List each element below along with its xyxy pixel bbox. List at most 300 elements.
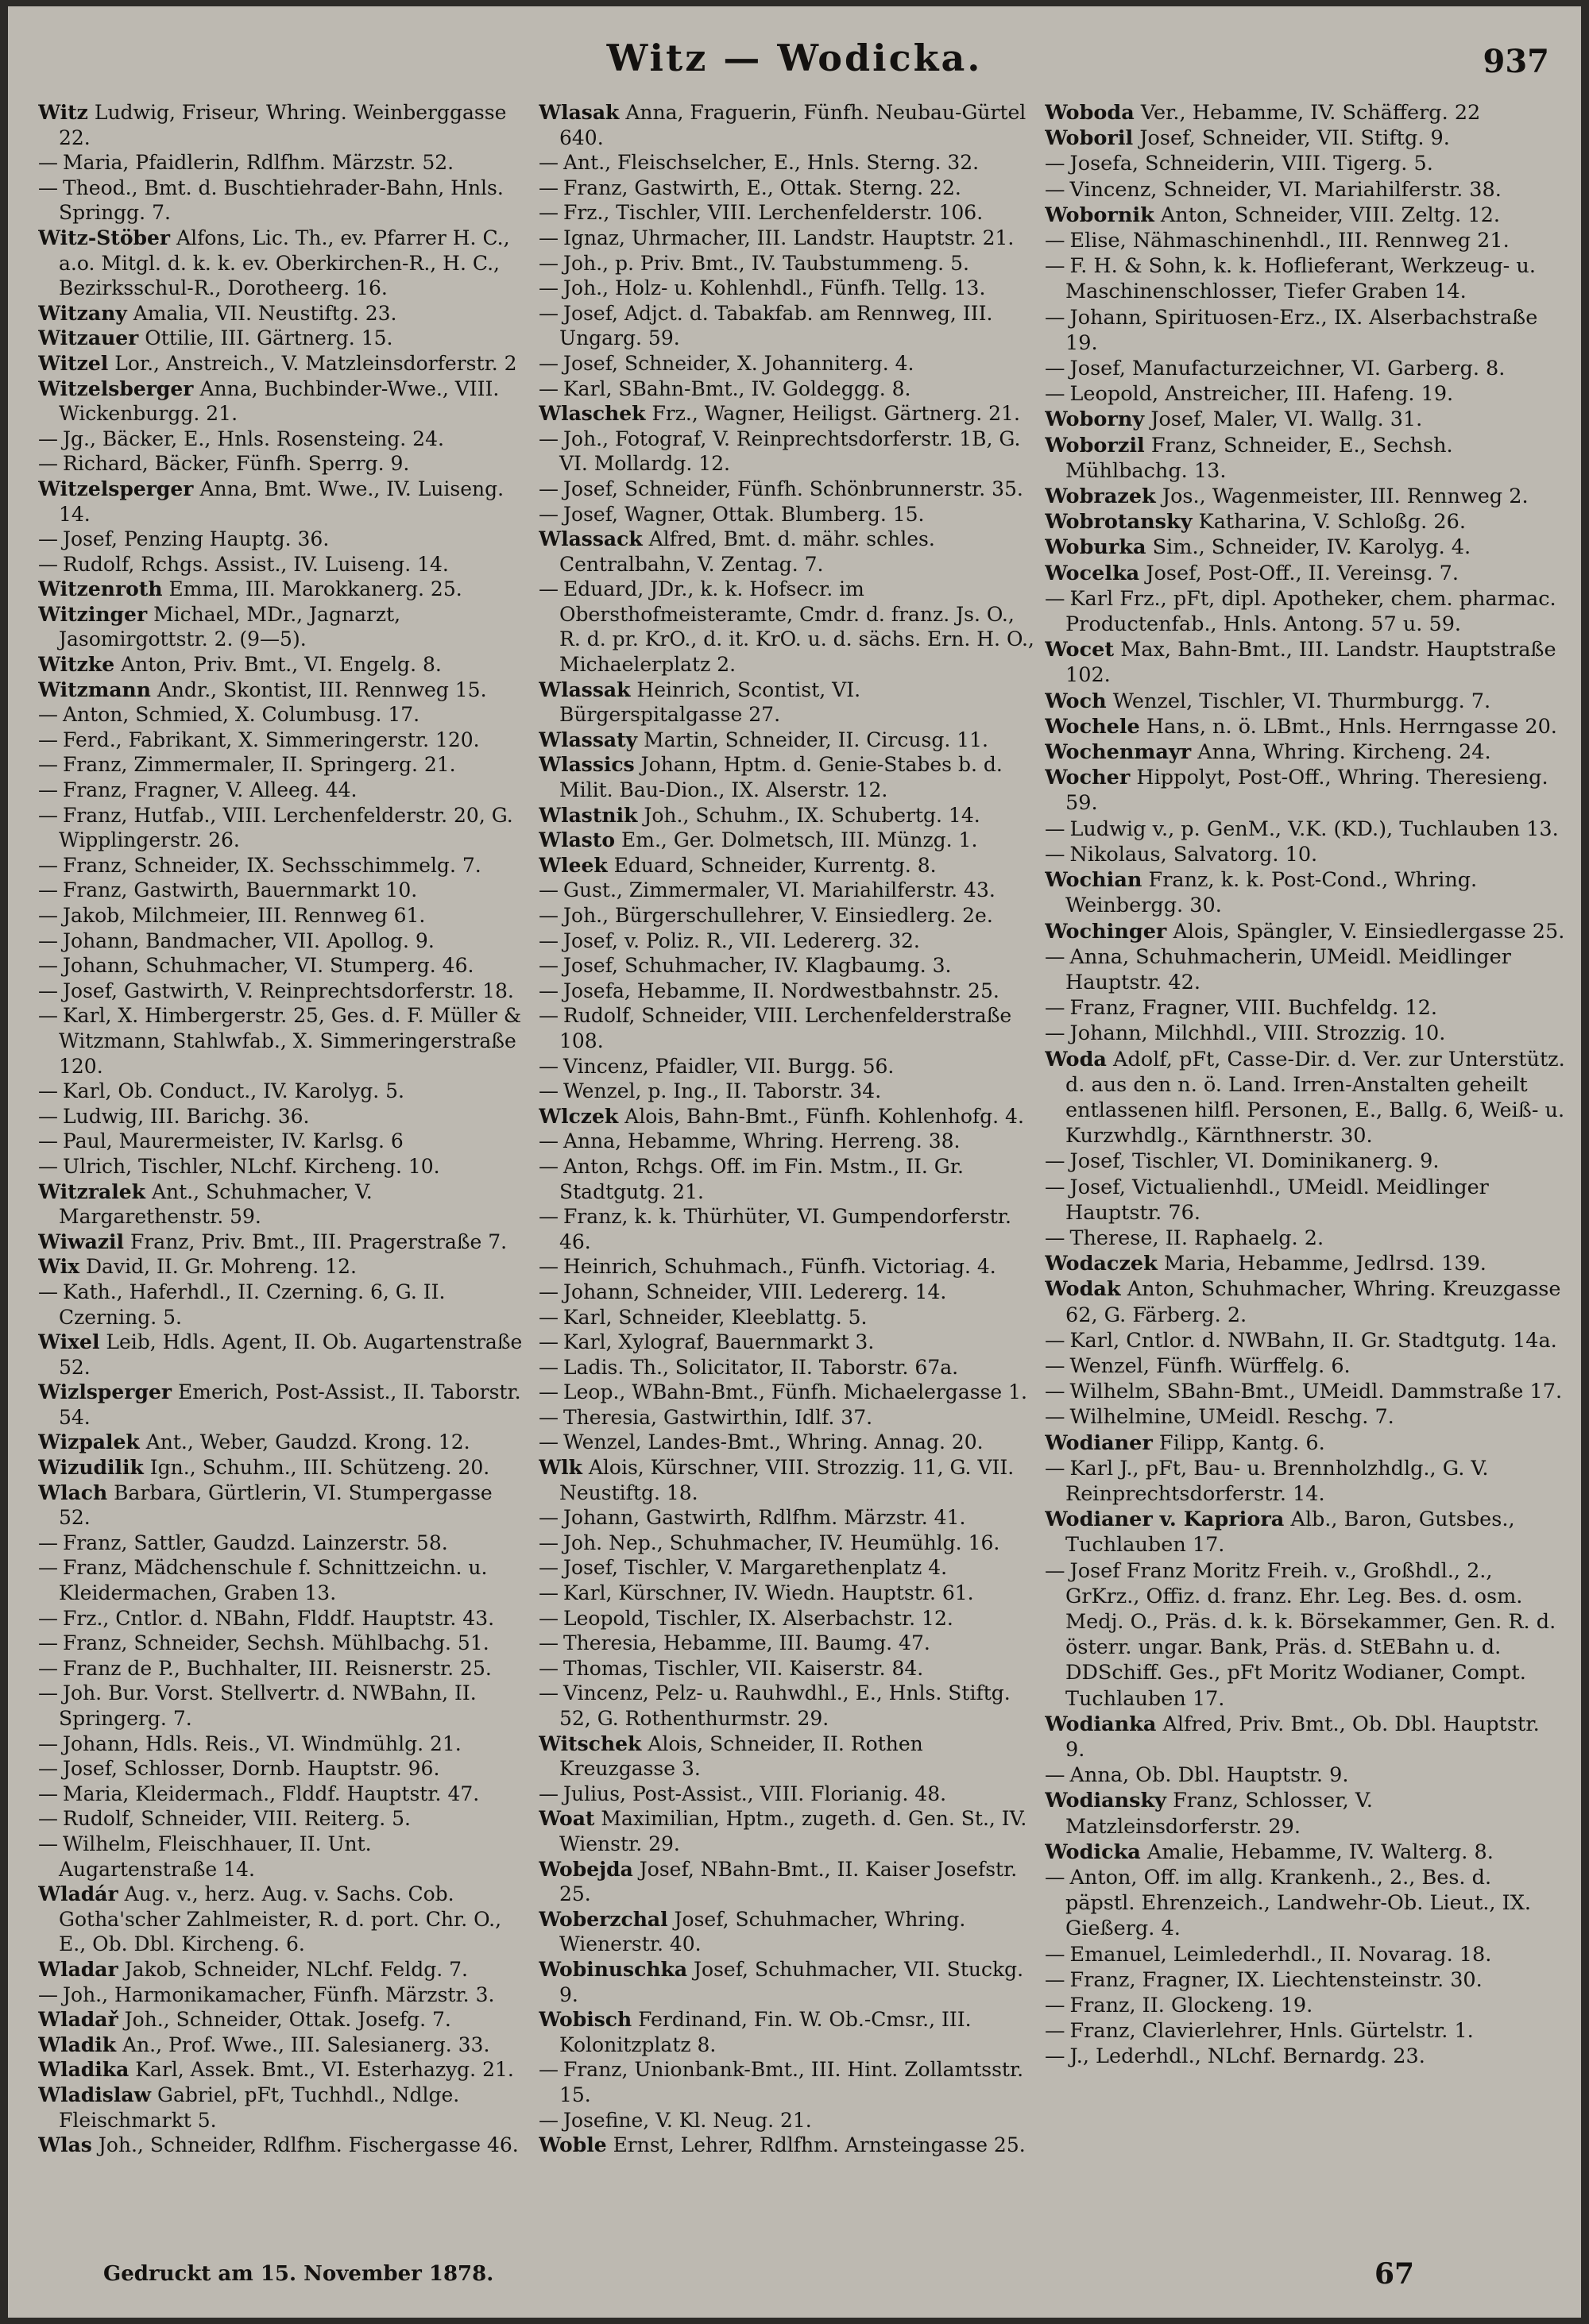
directory-entry xyxy=(38,1731,527,1757)
directory-entry xyxy=(539,928,1035,954)
entry-details: Eduard, Schneider, Kurrentg. 8. xyxy=(613,853,937,877)
entry-details: Joh., p. Priv. Bmt., IV. Taubstummeng. 5. xyxy=(563,251,969,275)
directory-entry xyxy=(539,577,1035,677)
directory-entry xyxy=(539,1054,1035,1079)
entry-details: Jg., Bäcker, E., Hnls. Rosensteing. 24. xyxy=(63,427,444,450)
directory-entry xyxy=(539,979,1035,1004)
entry-details: Vincenz, Pfaidler, VII. Burgg. 56. xyxy=(563,1054,895,1078)
directory-entry xyxy=(1045,151,1565,176)
repeat-dash: — xyxy=(539,928,559,952)
directory-entry xyxy=(539,200,1035,226)
entry-surname: Witzelsberger xyxy=(38,376,194,400)
repeat-dash: — xyxy=(1045,2044,1065,2069)
directory-entry xyxy=(539,1305,1035,1330)
repeat-dash: — xyxy=(1045,229,1065,253)
repeat-dash: — xyxy=(38,1731,58,1755)
repeat-dash: — xyxy=(1045,254,1065,279)
directory-entry xyxy=(1045,305,1565,356)
entry-details: Adolf, pFt, Casse-Dir. d. Ver. zur Unterstütz. d. aus den n. ö. Land. Irren-Anstalten geheilt entlassenen hilfl. Personen, E., Ballg. 6, Weiß- u. Kurzwhdlg., Kärnthnerstr. 30. xyxy=(1065,1047,1565,1148)
entry-details: Andr., Skontist, III. Rennweg 15. xyxy=(157,678,487,701)
entry-surname: Wobejda xyxy=(539,1857,633,1881)
entry-details: Johann, Spirituosen-Erz., IX. Alserbachstraße 19. xyxy=(1065,305,1538,355)
entry-details: Ernst, Lehrer, Rdlfhm. Arnsteingasse 25. xyxy=(613,2133,1026,2157)
repeat-dash: — xyxy=(38,753,58,777)
repeat-dash: — xyxy=(38,1154,58,1178)
directory-entry xyxy=(38,226,527,301)
directory-entry xyxy=(1045,381,1565,407)
directory-entry xyxy=(539,1355,1035,1380)
directory-entry xyxy=(1045,1021,1565,1046)
directory-entry xyxy=(539,678,1035,728)
directory-entry xyxy=(539,1129,1035,1154)
repeat-dash: — xyxy=(38,979,58,1002)
entry-details: Em., Ger. Dolmetsch, III. Münzg. 1. xyxy=(621,828,978,852)
entry-details: Josef, v. Poliz. R., VII. Ledererg. 32. xyxy=(563,928,920,952)
directory-entry xyxy=(38,451,527,477)
entry-details: Jos., Wagenmeister, III. Rennweg 2. xyxy=(1162,484,1529,509)
repeat-dash: — xyxy=(1045,1380,1065,1404)
entry-details: Karl Frz., pFt, dipl. Apotheker, chem. pharmac. Productenfab., Hnls. Antong. 57 u. 59. xyxy=(1065,586,1556,637)
directory-entry xyxy=(38,1656,527,1681)
directory-entry xyxy=(539,878,1035,903)
repeat-dash: — xyxy=(38,778,58,802)
entry-details: Franz, Gastwirth, E., Ottak. Sterng. 22. xyxy=(563,176,961,199)
directory-entry xyxy=(38,326,527,351)
entry-details: Barbara, Gürtlerin, VI. Stumpergasse 52. xyxy=(59,1480,493,1530)
repeat-dash: — xyxy=(539,878,559,902)
repeat-dash: — xyxy=(539,1556,559,1580)
entry-surname: Woberzchal xyxy=(539,1907,668,1931)
directory-entry xyxy=(38,552,527,577)
repeat-dash: — xyxy=(1045,357,1065,381)
entry-details: Leopold, Tischler, IX. Alserbachstr. 12. xyxy=(563,1606,953,1630)
entry-details: Gust., Zimmermaler, VI. Mariahilferstr. 43. xyxy=(563,878,996,902)
entry-details: Alois, Spängler, V. Einsiedlergasse 25. xyxy=(1173,919,1565,944)
entry-details: Franz, Fragner, V. Alleeg. 44. xyxy=(63,778,358,802)
entry-details: Karl, Assek. Bmt., VI. Esterhazyg. 21. xyxy=(135,2058,514,2082)
directory-entry xyxy=(38,2133,527,2158)
directory-entry xyxy=(539,401,1035,427)
entry-details: Maria, Hebamme, Jedlrsd. 139. xyxy=(1163,1252,1487,1276)
entry-details: Anna, Hebamme, Whring. Herreng. 38. xyxy=(563,1129,961,1153)
entry-details: Joh., Bürgerschullehrer, V. Einsiedlerg. 2e. xyxy=(563,904,993,927)
entry-details: Franz, Gastwirth, Bauernmarkt 10. xyxy=(63,878,418,902)
directory-entry xyxy=(1045,484,1565,509)
directory-entry xyxy=(1045,1148,1565,1174)
entry-details: Josefa, Hebamme, II. Nordwestbahnstr. 25. xyxy=(563,979,999,1002)
directory-entry xyxy=(1045,586,1565,637)
directory-entry xyxy=(1045,1967,1565,1993)
directory-entry xyxy=(1045,842,1565,867)
directory-entry xyxy=(539,1380,1035,1405)
entry-details: Franz, Schneider, E., Sechsh. Mühlbachg. 13. xyxy=(1065,433,1453,483)
repeat-dash: — xyxy=(539,1631,559,1655)
entry-details: Leib, Hdls. Agent, II. Ob. Augartenstraße 52. xyxy=(59,1330,523,1379)
entry-details: Therese, II. Raphaelg. 2. xyxy=(1069,1226,1324,1250)
repeat-dash: — xyxy=(38,1681,58,1705)
repeat-dash: — xyxy=(539,1129,559,1153)
entry-details: Johann, Hptm. d. Genie-Stabes b. d. Milit. Bau-Dion., IX. Alserstr. 12. xyxy=(559,753,1003,802)
repeat-dash: — xyxy=(539,477,559,500)
repeat-dash: — xyxy=(38,1832,58,1855)
repeat-dash: — xyxy=(1045,1353,1065,1378)
repeat-dash: — xyxy=(38,452,58,476)
entry-details: Josef, Adjct. d. Tabakfab. am Rennweg, III. Ungarg. 59. xyxy=(559,301,993,350)
directory-entry xyxy=(539,2057,1035,2107)
repeat-dash: — xyxy=(539,427,559,450)
entry-details: Johann, Schneider, VIII. Ledererg. 14. xyxy=(563,1280,947,1303)
entry-details: Joh., Schneider, Rdlfhm. Fischergasse 46. xyxy=(98,2133,519,2157)
entry-surname: Wixel xyxy=(38,1330,100,1354)
entry-details: Paul, Maurermeister, IV. Karlsg. 6 xyxy=(63,1129,404,1153)
directory-entry xyxy=(539,1280,1035,1305)
directory-entry xyxy=(1045,100,1565,125)
directory-entry xyxy=(539,1681,1035,1731)
directory-entry xyxy=(1045,1993,1565,2018)
entry-details: Josef, Schuhmacher, IV. Klagbaumg. 3. xyxy=(563,954,952,978)
entry-details: Josef Franz Moritz Freih. v., Großhdl., 2., GrKrz., Offiz. d. franz. Ehr. Leg. Bes. d. osm. Medj. O., Präs. d. k. k. Börsekammer, Gen. R. d. österr. ungar. Bank, Präs. d. StEBahn u. d. DDSchiff. Ges., pFt Moritz Wodianer, Compt. Tuchlauben 17. xyxy=(1065,1558,1556,1711)
directory-entry xyxy=(1045,433,1565,484)
entry-details: Franz de P., Buchhalter, III. Reisnerstr. 25. xyxy=(63,1656,492,1680)
entry-details: Vincenz, Schneider, VI. Mariahilferstr. 38. xyxy=(1069,177,1502,202)
directory-entry xyxy=(1045,1507,1565,1558)
entry-details: Franz, k. k. Post-Cond., Whring. Weinbergg. 30. xyxy=(1065,868,1478,918)
entry-details: Joh. Nep., Schuhmacher, IV. Heumühlg. 16. xyxy=(563,1531,1000,1554)
entry-details: Karl, Kürschner, IV. Wiedn. Hauptstr. 61. xyxy=(563,1581,974,1605)
entry-surname: Wobinuschka xyxy=(539,1957,688,1981)
entry-surname: Witzmann xyxy=(38,678,151,701)
directory-entry xyxy=(539,903,1035,928)
entry-surname: Wladar xyxy=(38,1957,118,1981)
directory-entry xyxy=(38,477,527,527)
repeat-dash: — xyxy=(38,176,58,199)
entry-surname: Wodaczek xyxy=(1045,1252,1158,1276)
column-3 xyxy=(1045,100,1565,2221)
entry-details: Jakob, Schneider, NLchf. Feldg. 7. xyxy=(124,1957,468,1981)
entry-details: Kath., Haferhdl., II. Czerning. 6, G. II. Czerning. 5. xyxy=(59,1280,446,1329)
entry-surname: Wodiansky xyxy=(1045,1789,1166,1813)
entry-details: Rudolf, Schneider, VIII. Reiterg. 5. xyxy=(63,1807,411,1831)
repeat-dash: — xyxy=(1045,1942,1065,1967)
entry-surname: Wlasto xyxy=(539,828,616,852)
directory-entry xyxy=(38,100,527,150)
directory-entry xyxy=(38,1982,527,2008)
print-date: Gedruckt am 15. November 1878. xyxy=(103,2262,494,2286)
repeat-dash: — xyxy=(539,251,559,275)
repeat-dash: — xyxy=(539,1205,559,1229)
page-footer xyxy=(8,2254,1581,2302)
entry-details: Wenzel, p. Ing., II. Taborstr. 34. xyxy=(563,1079,882,1103)
entry-surname: Wlastnik xyxy=(539,803,638,827)
entry-details: Franz, Mädchenschule f. Schnittzeichn. u. Kleidermachen, Graben 13. xyxy=(59,1556,488,1605)
repeat-dash: — xyxy=(539,1782,559,1805)
directory-entry xyxy=(539,1555,1035,1581)
directory-entry xyxy=(38,2083,527,2133)
repeat-dash: — xyxy=(539,301,559,325)
entry-details: Maria, Kleidermach., Flddf. Hauptstr. 47. xyxy=(63,1782,480,1805)
directory-entry xyxy=(539,752,1035,802)
entry-surname: Woat xyxy=(539,1807,595,1831)
repeat-dash: — xyxy=(539,1330,559,1354)
entry-details: Gabriel, pFt, Tuchhdl., Ndlge. Fleischmarkt 5. xyxy=(59,2083,460,2132)
repeat-dash: — xyxy=(539,1606,559,1630)
repeat-dash: — xyxy=(539,979,559,1002)
column-1 xyxy=(38,100,527,2221)
directory-entry xyxy=(1045,228,1565,253)
entry-surname: Wocher xyxy=(1045,766,1131,790)
entry-details: Alfons, Lic. Th., ev. Pfarrer H. C., a.o. Mitgl. d. k. k. ev. Oberkirchen-R., H. C., Bezirksschul-R., Dorotheerg. 16. xyxy=(59,226,510,300)
entry-details: Martin, Schneider, II. Circusg. 11. xyxy=(644,728,988,751)
directory-entry xyxy=(539,1731,1035,1782)
directory-entry xyxy=(539,150,1035,176)
directory-entry xyxy=(38,1882,527,1957)
entry-details: David, II. Gr. Mohreng. 12. xyxy=(86,1255,357,1279)
entry-details: Emanuel, Leimlederhdl., II. Novarag. 18. xyxy=(1069,1942,1492,1967)
directory-entry xyxy=(1045,177,1565,203)
entry-details: Josef, Gastwirth, V. Reinprechtsdorferstr. 18. xyxy=(63,979,514,1002)
repeat-dash: — xyxy=(38,552,58,576)
repeat-dash: — xyxy=(1045,305,1065,330)
repeat-dash: — xyxy=(539,904,559,927)
entry-surname: Woda xyxy=(1045,1047,1107,1071)
entry-details: Josefine, V. Kl. Neug. 21. xyxy=(563,2108,812,2132)
directory-entry xyxy=(539,1581,1035,1606)
directory-entry xyxy=(38,1330,527,1380)
repeat-dash: — xyxy=(38,1782,58,1805)
directory-entry xyxy=(38,1832,527,1882)
entry-details: Julius, Post-Assist., VIII. Florianig. 48. xyxy=(563,1782,947,1805)
entry-surname: Woch xyxy=(1045,689,1107,713)
entry-surname: Wlassaty xyxy=(539,728,638,751)
entry-details: Karl, X. Himbergerstr. 25, Ges. d. F. Müller & Witzmann, Stahlwfab., X. Simmeringerstraße 120. xyxy=(59,1004,522,1078)
repeat-dash: — xyxy=(38,1631,58,1655)
entry-details: Karl, Schneider, Kleeblattg. 5. xyxy=(563,1305,868,1329)
directory-entry xyxy=(38,1756,527,1782)
directory-entry xyxy=(38,1254,527,1280)
directory-entry xyxy=(539,1857,1035,1907)
entry-details: Maximilian, Hptm., zugeth. d. Gen. St., IV. Wienstr. 29. xyxy=(559,1807,1027,1855)
directory-entry xyxy=(38,702,527,728)
entry-surname: Wleek xyxy=(539,853,608,877)
directory-entry xyxy=(1045,1430,1565,1456)
entry-details: Wenzel, Fünfh. Würffelg. 6. xyxy=(1069,1353,1351,1378)
repeat-dash: — xyxy=(1045,382,1065,407)
repeat-dash: — xyxy=(539,502,559,526)
page-header xyxy=(8,21,1581,92)
entry-details: Eduard, JDr., k. k. Hofsecr. im Obersthofmeisteramte, Cmdr. d. franz. Js. O., R. d. pr. KrO., d. it. KrO. u. d. sächs. Ern. H. O., Michaelerplatz 2. xyxy=(559,577,1034,677)
directory-entry xyxy=(38,1280,527,1330)
entry-surname: Wodianer xyxy=(1045,1430,1153,1455)
directory-entry xyxy=(1045,1942,1565,1967)
directory-entry xyxy=(539,1606,1035,1631)
entry-details: Filipp, Kantg. 6. xyxy=(1158,1430,1325,1455)
directory-entry xyxy=(539,1631,1035,1656)
repeat-dash: — xyxy=(38,1982,58,2006)
entry-details: Anna, Fraguerin, Fünfh. Neubau-Gürtel 640. xyxy=(559,101,1026,149)
directory-entry xyxy=(1045,1865,1565,1942)
entry-details: Joh., Harmonikamacher, Fünfh. Märzstr. 3. xyxy=(63,1982,495,2006)
entry-surname: Woble xyxy=(539,2133,607,2157)
directory-entry xyxy=(38,1430,527,1455)
directory-entry xyxy=(1045,637,1565,688)
entry-surname: Wlaschek xyxy=(539,402,646,426)
directory-entry xyxy=(38,903,527,928)
directory-entry xyxy=(1045,1558,1565,1712)
entry-surname: Wix xyxy=(38,1255,80,1279)
entry-details: Michael, MDr., Jagnarzt, Jasomirgottstr. 2. (9—5). xyxy=(59,602,401,651)
repeat-dash: — xyxy=(1045,1994,1065,2018)
repeat-dash: — xyxy=(539,176,559,199)
entry-details: Ant., Weber, Gaudzd. Krong. 12. xyxy=(145,1430,470,1454)
directory-entry xyxy=(38,1806,527,1832)
directory-entry xyxy=(38,2057,527,2083)
directory-entry xyxy=(38,1681,527,1731)
entry-surname: Witschek xyxy=(539,1731,642,1755)
entry-details: Ludwig, III. Barichg. 36. xyxy=(63,1104,310,1128)
entry-surname: Witzauer xyxy=(38,326,139,350)
entry-surname: Wochenmayr xyxy=(1045,740,1192,765)
repeat-dash: — xyxy=(38,1606,58,1630)
entry-details: Joh., Holz- u. Kohlenhdl., Fünfh. Tellg. 13. xyxy=(563,276,986,300)
directory-entry xyxy=(1045,1328,1565,1353)
entry-details: Thomas, Tischler, VII. Kaiserstr. 84. xyxy=(563,1656,924,1680)
directory-entry xyxy=(1045,2044,1565,2069)
entry-details: Josef, Wagner, Ottak. Blumberg. 15. xyxy=(563,502,925,526)
entry-surname: Wlassics xyxy=(539,753,635,777)
directory-entry xyxy=(38,728,527,753)
entry-details: Maria, Pfaidlerin, Rdlfhm. Märzstr. 52. xyxy=(63,151,454,175)
directory-entry xyxy=(38,176,527,226)
directory-entry xyxy=(1045,1840,1565,1865)
repeat-dash: — xyxy=(38,803,58,827)
entry-details: Wilhelmine, UMeidl. Reschg. 7. xyxy=(1069,1405,1394,1430)
entry-details: Hans, n. ö. LBmt., Hnls. Herrngasse 20. xyxy=(1146,714,1557,739)
entry-surname: Witzelsperger xyxy=(38,477,194,500)
directory-entry xyxy=(539,2133,1035,2158)
directory-entry xyxy=(38,1380,527,1430)
repeat-dash: — xyxy=(1045,816,1065,841)
directory-entry xyxy=(1045,765,1565,816)
directory-entry xyxy=(539,1907,1035,1957)
repeat-dash: — xyxy=(539,201,559,225)
directory-entry xyxy=(1045,509,1565,535)
entry-details: Josef, Manufacturzeichner, VI. Garberg. 8. xyxy=(1069,357,1506,381)
entry-details: Franz, Priv. Bmt., III. Pragerstraße 7. xyxy=(130,1230,508,1253)
entry-details: Joh., Schuhm., IX. Schubertg. 14. xyxy=(644,803,980,827)
directory-entry xyxy=(539,527,1035,577)
entry-details: Ant., Schuhmacher, V. Margarethenstr. 59. xyxy=(59,1179,373,1229)
directory-entry xyxy=(1045,1712,1565,1762)
entry-details: Franz, Zimmermaler, II. Springerg. 21. xyxy=(63,753,456,777)
entry-details: Max, Bahn-Bmt., III. Landstr. Hauptstraße 102. xyxy=(1065,638,1556,688)
entry-details: Anna, Ob. Dbl. Hauptstr. 9. xyxy=(1069,1763,1349,1788)
entry-surname: Wodak xyxy=(1045,1277,1121,1302)
entry-details: Josef, Tischler, V. Margarethenplatz 4. xyxy=(563,1556,948,1580)
repeat-dash: — xyxy=(1045,1967,1065,1992)
entry-details: Ignaz, Uhrmacher, III. Landstr. Hauptstr. 21. xyxy=(563,226,1015,249)
entry-details: Ign., Schuhm., III. Schützeng. 20. xyxy=(149,1456,490,1480)
entry-details: Karl J., pFt, Bau- u. Brennholzhdlg., G. V. Reinprechtsdorferstr. 14. xyxy=(1065,1456,1489,1506)
entry-surname: Wlczek xyxy=(539,1104,619,1128)
entry-surname: Wizudilik xyxy=(38,1456,144,1480)
directory-entry xyxy=(539,427,1035,477)
entry-details: Anna, Bmt. Wwe., IV. Luiseng. 14. xyxy=(59,477,505,526)
directory-entry xyxy=(1045,1353,1565,1379)
directory-entry xyxy=(1045,816,1565,842)
repeat-dash: — xyxy=(38,1531,58,1554)
entry-details: Franz, Hutfab., VIII. Lerchenfelderstr. 20, G. Wipplingerstr. 26. xyxy=(59,803,513,852)
entry-details: Franz, Schneider, IX. Sechsschimmelg. 7. xyxy=(63,853,481,877)
entry-surname: Wladár xyxy=(38,1882,118,1906)
entry-details: Alb., Baron, Gutsbes., Tuchlauben 17. xyxy=(1065,1508,1515,1558)
entry-surname: Wochele xyxy=(1045,714,1140,739)
entry-details: Karl, Ob. Conduct., IV. Karolyg. 5. xyxy=(63,1079,404,1103)
repeat-dash: — xyxy=(539,1581,559,1605)
directory-page xyxy=(8,6,1581,2318)
entry-surname: Witz-Stöber xyxy=(38,226,171,249)
repeat-dash: — xyxy=(38,853,58,877)
directory-entry xyxy=(38,1230,527,1255)
entry-details: J., Lederhdl., NLchf. Bernardg. 23. xyxy=(1069,2044,1425,2069)
repeat-dash: — xyxy=(539,2058,559,2082)
directory-entry xyxy=(38,602,527,652)
repeat-dash: — xyxy=(539,1079,559,1103)
entry-details: Josef, Schuhmacher, VII. Stuckg. 9. xyxy=(559,1957,1024,2006)
entry-surname: Wlk xyxy=(539,1456,582,1480)
directory-entry xyxy=(1045,944,1565,995)
directory-entry xyxy=(38,376,527,427)
entry-details: Franz, Sattler, Gaudzd. Lainzerstr. 58. xyxy=(63,1531,448,1554)
entry-details: Karl, Cntlor. d. NWBahn, II. Gr. Stadtgutg. 14a. xyxy=(1069,1328,1557,1353)
directory-entry xyxy=(539,2108,1035,2133)
repeat-dash: — xyxy=(38,904,58,927)
entry-details: Anna, Whring. Kircheng. 24. xyxy=(1197,740,1491,765)
directory-entry xyxy=(38,803,527,853)
repeat-dash: — xyxy=(539,1656,559,1680)
repeat-dash: — xyxy=(539,151,559,175)
repeat-dash: — xyxy=(38,928,58,952)
entry-details: Alois, Bahn-Bmt., Fünfh. Kohlenhofg. 4. xyxy=(624,1104,1024,1128)
entry-details: Anton, Rchgs. Off. im Fin. Mstm., II. Gr. Stadtgutg. 21. xyxy=(559,1154,964,1203)
repeat-dash: — xyxy=(539,577,559,601)
directory-entry xyxy=(539,226,1035,251)
directory-entry xyxy=(38,427,527,452)
repeat-dash: — xyxy=(38,1280,58,1303)
entry-surname: Wocelka xyxy=(1045,561,1140,585)
entry-details: Ver., Hebamme, IV. Schäfferg. 22 xyxy=(1140,101,1481,125)
directory-entry xyxy=(38,301,527,326)
entry-details: Karl, Xylograf, Bauernmarkt 3. xyxy=(563,1330,875,1354)
directory-entry xyxy=(539,1505,1035,1531)
repeat-dash: — xyxy=(539,1506,559,1530)
entry-details: Emma, III. Marokkanerg. 25. xyxy=(168,577,462,601)
directory-entry xyxy=(38,778,527,803)
directory-entry xyxy=(38,1531,527,1556)
directory-entry xyxy=(1045,407,1565,432)
repeat-dash: — xyxy=(38,1656,58,1680)
repeat-dash: — xyxy=(539,1054,559,1078)
entry-details: Joh., Fotograf, V. Reinprechtsdorferstr. 1B, G. VI. Mollardg. 12. xyxy=(559,427,1021,476)
entry-details: Alfred, Priv. Bmt., Ob. Dbl. Hauptstr. 9. xyxy=(1065,1712,1540,1762)
entry-surname: Witzinger xyxy=(38,602,148,626)
column-2 xyxy=(539,100,1035,2221)
entry-details: Josef, Tischler, VI. Dominikanerg. 9. xyxy=(1069,1149,1440,1174)
entry-details: Theresia, Hebamme, III. Baumg. 47. xyxy=(563,1631,930,1655)
entry-details: Franz, Fragner, IX. Liechtensteinstr. 30. xyxy=(1069,1967,1483,1992)
entry-details: Wilhelm, Fleischhauer, II. Unt. Augartenstraße 14. xyxy=(59,1832,372,1881)
directory-entry xyxy=(539,1806,1035,1856)
entry-details: Ludwig v., p. GenM., V.K. (KD.), Tuchlauben 13. xyxy=(1069,816,1559,841)
